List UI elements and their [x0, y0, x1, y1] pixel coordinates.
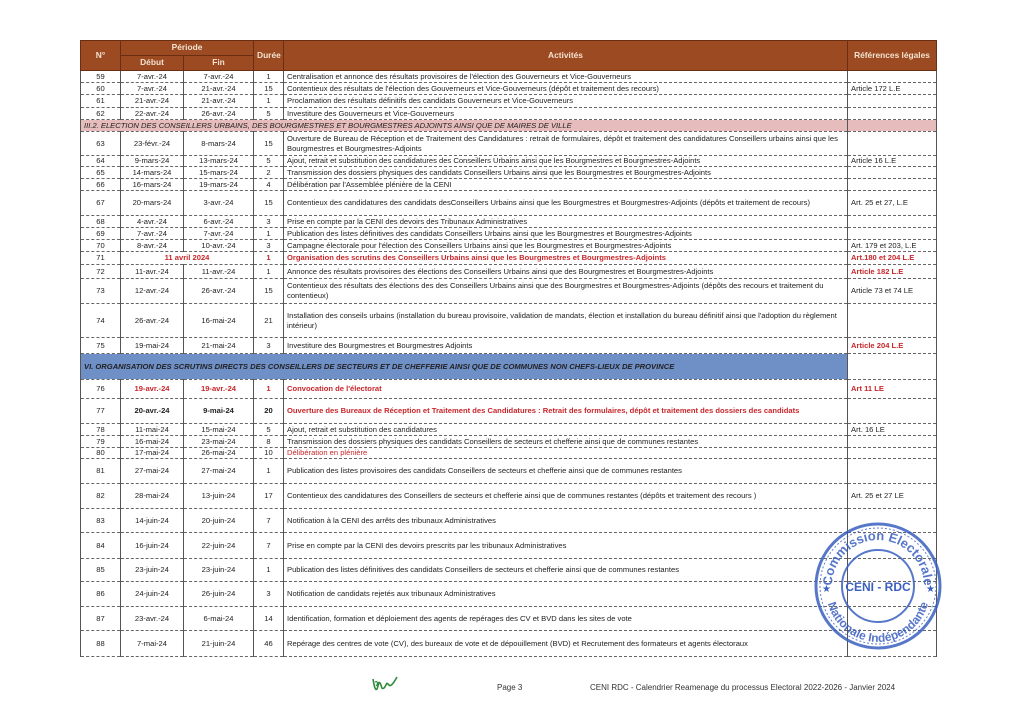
row-activity: Repérage des centres de vote (CV), des bureaux de vote et de dépouillement (BVD) et Recrutement des formateurs et agents électoraux: [284, 631, 848, 657]
row-start-date: 4-avr.-24: [121, 216, 184, 228]
row-legal-reference: [848, 108, 937, 120]
row-end-date: 9-mai-24: [184, 399, 254, 424]
row-legal-reference: [848, 436, 937, 448]
row-number: 82: [81, 484, 121, 509]
row-duration: 3: [254, 338, 284, 354]
row-legal-reference: Article 204 L.E: [848, 338, 937, 354]
row-number: 71: [81, 252, 121, 265]
row-number: 84: [81, 533, 121, 559]
svg-text:Commission Electorale: [820, 528, 936, 586]
row-number: 63: [81, 132, 121, 156]
row-end-date: 22-juin-24: [184, 533, 254, 559]
row-activity: Transmission des dossiers physiques des candidats Conseillers Urbains ainsi que les Bourgmestres et Bourgmestres-Adjoints: [284, 167, 848, 179]
row-start-date: 23-avr.-24: [121, 607, 184, 631]
header-debut: Début: [121, 56, 184, 71]
row-number: 76: [81, 380, 121, 399]
table-row: [81, 399, 937, 424]
table-row: [81, 108, 937, 120]
row-start-date: 24-juin-24: [121, 582, 184, 607]
table-row: [81, 191, 937, 216]
row-number: 70: [81, 240, 121, 252]
row-legal-reference: [848, 179, 937, 191]
row-legal-reference: Art. 16 LE: [848, 424, 937, 436]
row-start-date: 23-févr.-24: [121, 132, 184, 156]
row-number: 78: [81, 424, 121, 436]
row-legal-reference: [848, 71, 937, 83]
row-number: 75: [81, 338, 121, 354]
table-row: [81, 448, 937, 459]
row-number: 59: [81, 71, 121, 83]
row-duration: 46: [254, 631, 284, 657]
row-end-date: 15-mars-24: [184, 167, 254, 179]
table-row: [81, 179, 937, 191]
row-legal-reference: Article 172 L.E: [848, 83, 937, 95]
row-activity: Délibération par l'Assemblée plénière de la CENI: [284, 179, 848, 191]
row-activity: Publication des listes provisoires des candidats Conseillers de secteurs et chefferie ainsi que de communes restantes: [284, 459, 848, 484]
row-end-date: 8-mars-24: [184, 132, 254, 156]
row-duration: 1: [254, 380, 284, 399]
table-row: [81, 380, 937, 399]
row-legal-reference: Art. 25 et 27 LE: [848, 484, 937, 509]
row-end-date: 26-avr.-24: [184, 279, 254, 304]
row-duration: 15: [254, 191, 284, 216]
row-number: 68: [81, 216, 121, 228]
row-legal-reference: Art 11 LE: [848, 380, 937, 399]
row-number: 69: [81, 228, 121, 240]
row-duration: 3: [254, 216, 284, 228]
row-end-date: 7-avr.-24: [184, 71, 254, 83]
row-activity: Contentieux des résultats des élections des des Conseillers Urbains ainsi que des Bourgmestres et Bourgmestres-Adjoints (dépôts des recours et traitement du contentieux): [284, 279, 848, 304]
row-start-date: 28-mai-24: [121, 484, 184, 509]
row-legal-reference: Art. 25 et 27, L.E: [848, 191, 937, 216]
row-legal-reference: Article 73 et 74 LE: [848, 279, 937, 304]
row-start-date: 7-mai-24: [121, 631, 184, 657]
header-references: Références légales: [848, 41, 937, 71]
row-activity: Contentieux des résultats de l'élection des Gouverneurs et Vice-Gouverneurs (dépôt et traitement des recours): [284, 83, 848, 95]
signature-initials: [370, 673, 400, 695]
row-end-date: 27-mai-24: [184, 459, 254, 484]
row-number: 73: [81, 279, 121, 304]
row-duration: 4: [254, 179, 284, 191]
row-activity: Notification de candidats rejetés aux tribunaux Administratives: [284, 582, 848, 607]
row-activity: Prise en compte par la CENI des devoirs prescrits par les tribunaux Administratives: [284, 533, 848, 559]
row-date: 11 avril 2024: [121, 252, 254, 265]
table-row: [81, 533, 937, 559]
row-legal-reference: [848, 448, 937, 459]
row-duration: 5: [254, 108, 284, 120]
row-start-date: 17-mai-24: [121, 448, 184, 459]
row-activity: Ouverture des Bureaux de Réception et Traitement des Candidatures : Retrait des formulaires, dépôt et traitement des dossiers des candidats: [284, 399, 848, 424]
row-number: 88: [81, 631, 121, 657]
row-end-date: 23-mai-24: [184, 436, 254, 448]
row-number: 66: [81, 179, 121, 191]
row-start-date: 7-avr.-24: [121, 71, 184, 83]
row-start-date: 8-avr.-24: [121, 240, 184, 252]
table-header-row: [81, 41, 937, 56]
row-end-date: 21-avr.-24: [184, 95, 254, 108]
row-start-date: 16-mai-24: [121, 436, 184, 448]
row-end-date: 23-juin-24: [184, 559, 254, 582]
row-end-date: 6-avr.-24: [184, 216, 254, 228]
row-start-date: 11-avr.-24: [121, 265, 184, 279]
section-title: VI. ORGANISATION DES SCRUTINS DIRECTS DES CONSEILLERS DE SECTEURS ET DE CHEFFERIE AINSI QUE DE COMMUNES NON CHEFS-LIEUX DE PROVINCE: [81, 354, 848, 380]
row-end-date: 19-mars-24: [184, 179, 254, 191]
row-activity: Installation des conseils urbains (installation du bureau provisoire, validation de mandats, élection et installation du bureau définitif ainsi que l'adoption du règlement intérieur): [284, 304, 848, 338]
row-activity: Annonce des résultats provisoires des élections des Conseillers Urbains ainsi que des Bourgmestres et Bourgmestres-Adjoints: [284, 265, 848, 279]
table-row: [81, 71, 937, 83]
table-row: [81, 424, 937, 436]
row-number: 74: [81, 304, 121, 338]
row-number: 65: [81, 167, 121, 179]
row-number: 86: [81, 582, 121, 607]
footer-page-number: Page 3: [497, 683, 523, 692]
row-duration: 7: [254, 533, 284, 559]
row-duration: 3: [254, 582, 284, 607]
table-row: [81, 95, 937, 108]
table-row: [81, 631, 937, 657]
table-row: [81, 459, 937, 484]
row-end-date: 3-avr.-24: [184, 191, 254, 216]
row-end-date: 13-juin-24: [184, 484, 254, 509]
row-legal-reference: Article 182 L.E: [848, 265, 937, 279]
row-legal-reference: Art.180 et 204 L.E: [848, 252, 937, 265]
row-duration: 1: [254, 228, 284, 240]
row-start-date: 21-avr.-24: [121, 95, 184, 108]
section-title: III.2. ELECTION DES CONSEILLERS URBAINS, DES BOURGMESTRES ET BOURGMESTRES ADJOINTS AINSI QUE DE MAIRES DE VILLE: [81, 120, 848, 132]
row-start-date: 7-avr.-24: [121, 83, 184, 95]
row-duration: 21: [254, 304, 284, 338]
row-end-date: 13-mars-24: [184, 156, 254, 167]
row-activity: Publication des listes définitives des candidats Conseillers de secteurs et chefferie ainsi que de communes restantes: [284, 559, 848, 582]
row-activity: Organisation des scrutins des Conseillers Urbains ainsi que les Bourgmestres et Bourgmestres-Adjoints: [284, 252, 848, 265]
table-row: [81, 167, 937, 179]
stamp-center-text: CENI - RDC: [845, 580, 911, 594]
row-start-date: 19-mai-24: [121, 338, 184, 354]
row-duration: 17: [254, 484, 284, 509]
row-number: 79: [81, 436, 121, 448]
row-activity: Contentieux des candidatures des Conseillers de secteurs et chefferie ainsi que de communes restantes (dépôts et traitement des recours ): [284, 484, 848, 509]
row-duration: 1: [254, 459, 284, 484]
table-row: [81, 240, 937, 252]
stamp-star-icon: ★: [926, 584, 935, 595]
row-start-date: 22-avr.-24: [121, 108, 184, 120]
row-legal-reference: [848, 95, 937, 108]
row-duration: 15: [254, 132, 284, 156]
row-activity: Campagne électorale pour l'élection des Conseillers Urbains ainsi que les Bourgmestres et Bourgmestres-Adjoints: [284, 240, 848, 252]
row-end-date: 21-mai-24: [184, 338, 254, 354]
footer-document-title: CENI RDC - Calendrier Reamenage du processus Electoral 2022-2026 - Janvier 2024: [590, 683, 896, 692]
row-end-date: 26-mai-24: [184, 448, 254, 459]
table-row: [81, 509, 937, 533]
row-legal-reference: [848, 399, 937, 424]
table-row: [81, 216, 937, 228]
row-start-date: 14-juin-24: [121, 509, 184, 533]
header-duree: Durée: [254, 41, 284, 71]
row-duration: 1: [254, 95, 284, 108]
row-number: 61: [81, 95, 121, 108]
section-reference-empty: [848, 120, 937, 132]
row-activity: Proclamation des résultats définitifs des candidats Gouverneurs et Vice-Gouverneurs: [284, 95, 848, 108]
row-duration: 7: [254, 509, 284, 533]
row-end-date: 10-avr.-24: [184, 240, 254, 252]
row-duration: 8: [254, 436, 284, 448]
section-header-row: [81, 354, 937, 380]
row-activity: Investiture des Gouverneurs et Vice-Gouverneurs: [284, 108, 848, 120]
table-row: [81, 252, 937, 265]
row-end-date: 26-avr.-24: [184, 108, 254, 120]
row-duration: 1: [254, 71, 284, 83]
row-number: 77: [81, 399, 121, 424]
table-row: [81, 484, 937, 509]
header-fin: Fin: [184, 56, 254, 71]
row-activity: Publication des listes définitives des candidats Conseillers Urbains ainsi que les Bourgmestres et Bourgmestres-Adjoints: [284, 228, 848, 240]
row-activity: Transmission des dossiers physiques des candidats Conseillers de secteurs et chefferie ainsi que de communes restantes: [284, 436, 848, 448]
row-duration: 1: [254, 265, 284, 279]
row-end-date: 7-avr.-24: [184, 228, 254, 240]
row-start-date: 16-mars-24: [121, 179, 184, 191]
row-start-date: 26-avr.-24: [121, 304, 184, 338]
row-end-date: 15-mai-24: [184, 424, 254, 436]
table-row: [81, 559, 937, 582]
table-row: [81, 279, 937, 304]
row-legal-reference: [848, 459, 937, 484]
row-activity: Investiture des Bourgmestres et Bourgmestres Adjoints: [284, 338, 848, 354]
row-start-date: 9-mars-24: [121, 156, 184, 167]
section-reference-empty: [848, 354, 937, 380]
header-num: N°: [81, 41, 121, 71]
stamp-star-icon: ★: [822, 584, 831, 595]
row-start-date: 7-avr.-24: [121, 228, 184, 240]
row-number: 62: [81, 108, 121, 120]
row-duration: 3: [254, 240, 284, 252]
row-duration: 20: [254, 399, 284, 424]
row-start-date: 14-mars-24: [121, 167, 184, 179]
row-start-date: 23-juin-24: [121, 559, 184, 582]
row-legal-reference: [848, 304, 937, 338]
row-duration: 14: [254, 607, 284, 631]
row-end-date: 26-juin-24: [184, 582, 254, 607]
row-number: 67: [81, 191, 121, 216]
row-legal-reference: [848, 167, 937, 179]
row-number: 64: [81, 156, 121, 167]
row-end-date: 21-juin-24: [184, 631, 254, 657]
stamp-bottom-text: Nationale Indépendante: [824, 599, 932, 646]
row-activity: Ouverture de Bureau de Réception et de Traitement des Candidatures : retrait de formulaires, dépôt et traitement des candidatures Conseillers urbains ainsi que les Bourgmestres et Bourgmestres-Adjoints: [284, 132, 848, 156]
row-duration: 1: [254, 559, 284, 582]
row-legal-reference: [848, 228, 937, 240]
row-number: 81: [81, 459, 121, 484]
stamp-top-text: Commission Electorale: [819, 527, 937, 587]
row-legal-reference: [848, 216, 937, 228]
row-legal-reference: [848, 132, 937, 156]
table-row: [81, 156, 937, 167]
row-activity: Identification, formation et déploiement des agents de repérages des CV et BVD dans les sites de vote: [284, 607, 848, 631]
row-activity: Ajout, retrait et substitution des candidatures: [284, 424, 848, 436]
table-row: [81, 265, 937, 279]
row-activity: Convocation de l'électorat: [284, 380, 848, 399]
row-number: 72: [81, 265, 121, 279]
row-duration: 2: [254, 167, 284, 179]
row-start-date: 19-avr.-24: [121, 380, 184, 399]
row-end-date: 21-avr.-24: [184, 83, 254, 95]
table-row: [81, 338, 937, 354]
table-row: [81, 228, 937, 240]
row-end-date: 6-mai-24: [184, 607, 254, 631]
row-duration: 15: [254, 83, 284, 95]
row-activity: Ajout, retrait et substitution des candidatures des Conseillers Urbains ainsi que les Bourgmestres et Bourgmestres-Adjoints: [284, 156, 848, 167]
row-start-date: 12-avr.-24: [121, 279, 184, 304]
row-legal-reference: Article 16 L.E: [848, 156, 937, 167]
row-activity: Notification à la CENI des arrêts des tribunaux Administratives: [284, 509, 848, 533]
row-activity: Délibération en plénière: [284, 448, 848, 459]
table-row: [81, 132, 937, 156]
row-start-date: 16-juin-24: [121, 533, 184, 559]
row-legal-reference: Art. 179 et 203, L.E: [848, 240, 937, 252]
row-number: 85: [81, 559, 121, 582]
header-periode: Période: [121, 41, 254, 56]
row-activity: Contentieux des candidatures des candidats desConseillers Urbains ainsi que les Bourgmestres et Bourgmestres-Adjoints (dépôts et traitement de recours): [284, 191, 848, 216]
header-activites: Activités: [284, 41, 848, 71]
section-header-row: [81, 120, 937, 132]
row-activity: Centralisation et annonce des résultats provisoires de l'élection des Gouverneurs et Vice-Gouverneurs: [284, 71, 848, 83]
table-row: [81, 582, 937, 607]
row-number: 60: [81, 83, 121, 95]
table-row: [81, 83, 937, 95]
row-end-date: 16-mai-24: [184, 304, 254, 338]
row-activity: Prise en compte par la CENI des devoirs des Tribunaux Administratives: [284, 216, 848, 228]
electoral-calendar-table: [80, 40, 937, 657]
row-duration: 15: [254, 279, 284, 304]
row-end-date: 20-juin-24: [184, 509, 254, 533]
row-start-date: 20-mars-24: [121, 191, 184, 216]
row-duration: 5: [254, 424, 284, 436]
row-duration: 5: [254, 156, 284, 167]
table-row: [81, 607, 937, 631]
row-number: 87: [81, 607, 121, 631]
row-number: 80: [81, 448, 121, 459]
row-start-date: 27-mai-24: [121, 459, 184, 484]
row-duration: 10: [254, 448, 284, 459]
row-start-date: 11-mai-24: [121, 424, 184, 436]
table-row: [81, 304, 937, 338]
row-start-date: 20-avr.-24: [121, 399, 184, 424]
ceni-stamp: [812, 520, 944, 652]
row-end-date: 11-avr.-24: [184, 265, 254, 279]
row-end-date: 19-avr.-24: [184, 380, 254, 399]
row-number: 83: [81, 509, 121, 533]
table-row: [81, 436, 937, 448]
row-duration: 1: [254, 252, 284, 265]
